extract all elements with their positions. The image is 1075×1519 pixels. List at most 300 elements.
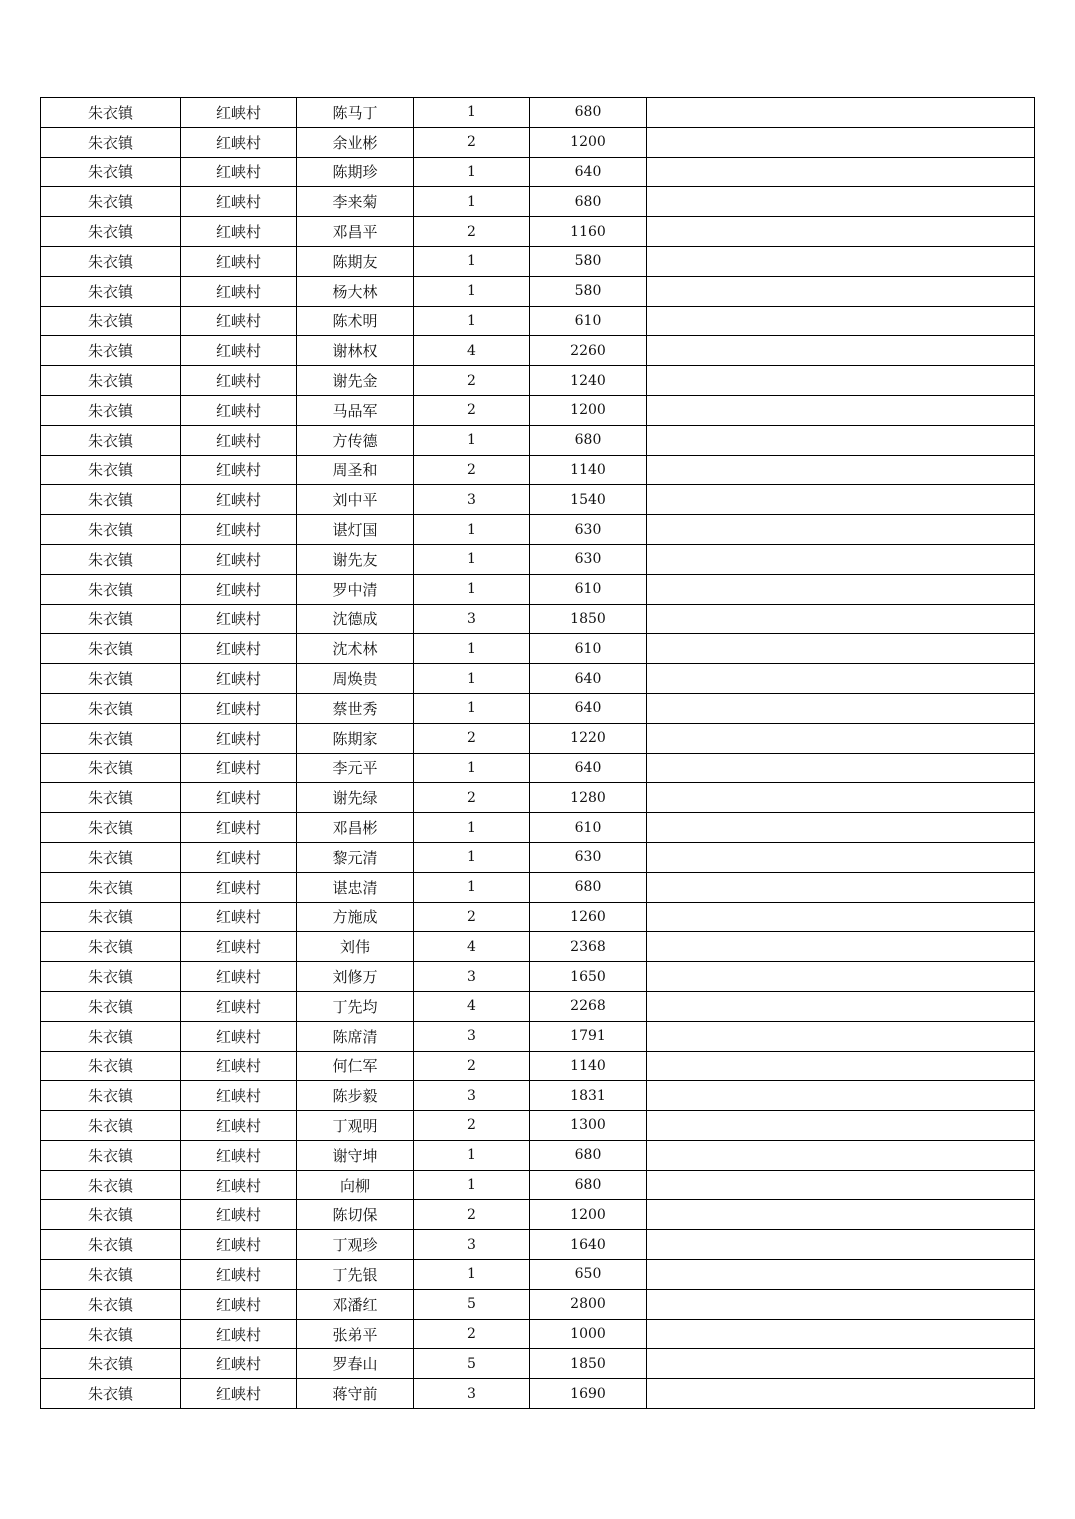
- township-cell: 朱衣镇: [41, 842, 181, 872]
- amount-cell: 1690: [530, 1379, 647, 1409]
- table-row: [41, 1230, 1035, 1260]
- remark-cell: [647, 1319, 1035, 1349]
- village-cell: 红峡村: [181, 1081, 297, 1111]
- table-row: [41, 366, 1035, 396]
- count-cell: 1: [414, 98, 530, 128]
- remark-cell: [647, 217, 1035, 247]
- remark-cell: [647, 246, 1035, 276]
- village-cell: 红峡村: [181, 306, 297, 336]
- amount-cell: 640: [530, 753, 647, 783]
- remark-cell: [647, 991, 1035, 1021]
- village-cell: 红峡村: [181, 1111, 297, 1141]
- amount-cell: 580: [530, 246, 647, 276]
- name-cell: 周圣和: [297, 455, 414, 485]
- township-cell: 朱衣镇: [41, 962, 181, 992]
- remark-cell: [647, 664, 1035, 694]
- name-cell: 丁先均: [297, 991, 414, 1021]
- amount-cell: 1160: [530, 217, 647, 247]
- remark-cell: [647, 693, 1035, 723]
- village-cell: 红峡村: [181, 1021, 297, 1051]
- remark-cell: [647, 485, 1035, 515]
- name-cell: 谌忠清: [297, 872, 414, 902]
- amount-cell: 630: [530, 515, 647, 545]
- name-cell: 谢林权: [297, 336, 414, 366]
- table-row: [41, 336, 1035, 366]
- name-cell: 丁观珍: [297, 1230, 414, 1260]
- count-cell: 1: [414, 664, 530, 694]
- remark-cell: [647, 1081, 1035, 1111]
- township-cell: 朱衣镇: [41, 1170, 181, 1200]
- remark-cell: [647, 1051, 1035, 1081]
- count-cell: 1: [414, 634, 530, 664]
- count-cell: 3: [414, 962, 530, 992]
- amount-cell: 1260: [530, 902, 647, 932]
- table-row: [41, 723, 1035, 753]
- table-row: [41, 991, 1035, 1021]
- table-row: [41, 962, 1035, 992]
- township-cell: 朱衣镇: [41, 98, 181, 128]
- count-cell: 2: [414, 217, 530, 247]
- amount-cell: 2268: [530, 991, 647, 1021]
- table-row: [41, 872, 1035, 902]
- village-cell: 红峡村: [181, 604, 297, 634]
- remark-cell: [647, 425, 1035, 455]
- count-cell: 3: [414, 1230, 530, 1260]
- name-cell: 谢守坤: [297, 1140, 414, 1170]
- amount-cell: 1850: [530, 1349, 647, 1379]
- amount-cell: 1200: [530, 127, 647, 157]
- village-cell: 红峡村: [181, 664, 297, 694]
- name-cell: 陈期珍: [297, 157, 414, 187]
- name-cell: 余业彬: [297, 127, 414, 157]
- amount-cell: 680: [530, 187, 647, 217]
- village-cell: 红峡村: [181, 902, 297, 932]
- name-cell: 刘修万: [297, 962, 414, 992]
- township-cell: 朱衣镇: [41, 127, 181, 157]
- township-cell: 朱衣镇: [41, 485, 181, 515]
- remark-cell: [647, 574, 1035, 604]
- amount-cell: 1280: [530, 783, 647, 813]
- amount-cell: 1140: [530, 455, 647, 485]
- table-row: [41, 455, 1035, 485]
- remark-cell: [647, 1021, 1035, 1051]
- amount-cell: 1791: [530, 1021, 647, 1051]
- count-cell: 2: [414, 395, 530, 425]
- name-cell: 谌灯国: [297, 515, 414, 545]
- name-cell: 何仁军: [297, 1051, 414, 1081]
- amount-cell: 680: [530, 872, 647, 902]
- remark-cell: [647, 1111, 1035, 1141]
- village-cell: 红峡村: [181, 932, 297, 962]
- village-cell: 红峡村: [181, 1379, 297, 1409]
- table-row: [41, 217, 1035, 247]
- township-cell: 朱衣镇: [41, 1200, 181, 1230]
- township-cell: 朱衣镇: [41, 1230, 181, 1260]
- table-row: [41, 604, 1035, 634]
- count-cell: 2: [414, 1051, 530, 1081]
- table-row: [41, 753, 1035, 783]
- township-cell: 朱衣镇: [41, 604, 181, 634]
- village-cell: 红峡村: [181, 813, 297, 843]
- township-cell: 朱衣镇: [41, 246, 181, 276]
- count-cell: 2: [414, 1200, 530, 1230]
- count-cell: 2: [414, 783, 530, 813]
- remark-cell: [647, 1379, 1035, 1409]
- village-cell: 红峡村: [181, 425, 297, 455]
- village-cell: 红峡村: [181, 842, 297, 872]
- name-cell: 罗中清: [297, 574, 414, 604]
- name-cell: 陈期友: [297, 246, 414, 276]
- count-cell: 1: [414, 187, 530, 217]
- amount-cell: 610: [530, 306, 647, 336]
- village-cell: 红峡村: [181, 1260, 297, 1290]
- village-cell: 红峡村: [181, 127, 297, 157]
- name-cell: 沈德成: [297, 604, 414, 634]
- table-row: [41, 187, 1035, 217]
- township-cell: 朱衣镇: [41, 1379, 181, 1409]
- amount-cell: 1650: [530, 962, 647, 992]
- count-cell: 1: [414, 753, 530, 783]
- table-row: [41, 902, 1035, 932]
- table-row: [41, 574, 1035, 604]
- count-cell: 3: [414, 1379, 530, 1409]
- village-cell: 红峡村: [181, 544, 297, 574]
- name-cell: 邓昌平: [297, 217, 414, 247]
- township-cell: 朱衣镇: [41, 366, 181, 396]
- amount-cell: 1240: [530, 366, 647, 396]
- village-cell: 红峡村: [181, 276, 297, 306]
- table-row: [41, 1081, 1035, 1111]
- table-row: [41, 932, 1035, 962]
- village-cell: 红峡村: [181, 693, 297, 723]
- remark-cell: [647, 1170, 1035, 1200]
- village-cell: 红峡村: [181, 1170, 297, 1200]
- amount-cell: 650: [530, 1260, 647, 1290]
- village-cell: 红峡村: [181, 98, 297, 128]
- township-cell: 朱衣镇: [41, 1021, 181, 1051]
- count-cell: 2: [414, 1319, 530, 1349]
- township-cell: 朱衣镇: [41, 753, 181, 783]
- remark-cell: [647, 1289, 1035, 1319]
- count-cell: 2: [414, 455, 530, 485]
- name-cell: 方传德: [297, 425, 414, 455]
- count-cell: 3: [414, 1081, 530, 1111]
- remark-cell: [647, 157, 1035, 187]
- name-cell: 陈术明: [297, 306, 414, 336]
- remark-cell: [647, 962, 1035, 992]
- township-cell: 朱衣镇: [41, 187, 181, 217]
- township-cell: 朱衣镇: [41, 1349, 181, 1379]
- name-cell: 陈马丁: [297, 98, 414, 128]
- remark-cell: [647, 276, 1035, 306]
- amount-cell: 640: [530, 157, 647, 187]
- name-cell: 陈切保: [297, 1200, 414, 1230]
- table-row: [41, 1170, 1035, 1200]
- name-cell: 向柳: [297, 1170, 414, 1200]
- remark-cell: [647, 544, 1035, 574]
- remark-cell: [647, 634, 1035, 664]
- village-cell: 红峡村: [181, 753, 297, 783]
- table-row: [41, 515, 1035, 545]
- count-cell: 5: [414, 1289, 530, 1319]
- village-cell: 红峡村: [181, 723, 297, 753]
- remark-cell: [647, 336, 1035, 366]
- table-row: [41, 127, 1035, 157]
- remark-cell: [647, 366, 1035, 396]
- amount-cell: 640: [530, 664, 647, 694]
- township-cell: 朱衣镇: [41, 1051, 181, 1081]
- table-row: [41, 1200, 1035, 1230]
- village-cell: 红峡村: [181, 1051, 297, 1081]
- name-cell: 周焕贵: [297, 664, 414, 694]
- remark-cell: [647, 395, 1035, 425]
- remark-cell: [647, 842, 1035, 872]
- village-cell: 红峡村: [181, 1200, 297, 1230]
- table-row: [41, 842, 1035, 872]
- table-row: [41, 1379, 1035, 1409]
- village-cell: 红峡村: [181, 872, 297, 902]
- count-cell: 4: [414, 336, 530, 366]
- count-cell: 1: [414, 425, 530, 455]
- table-row: [41, 1111, 1035, 1141]
- village-cell: 红峡村: [181, 515, 297, 545]
- table-row: [41, 1140, 1035, 1170]
- remark-cell: [647, 306, 1035, 336]
- name-cell: 沈术林: [297, 634, 414, 664]
- amount-cell: 1540: [530, 485, 647, 515]
- count-cell: 1: [414, 842, 530, 872]
- remark-cell: [647, 723, 1035, 753]
- name-cell: 张弟平: [297, 1319, 414, 1349]
- table-row: [41, 98, 1035, 128]
- table-row: [41, 664, 1035, 694]
- name-cell: 邓潘红: [297, 1289, 414, 1319]
- township-cell: 朱衣镇: [41, 1081, 181, 1111]
- count-cell: 1: [414, 1170, 530, 1200]
- remark-cell: [647, 515, 1035, 545]
- table-row: [41, 1319, 1035, 1349]
- count-cell: 1: [414, 276, 530, 306]
- amount-cell: 1200: [530, 395, 647, 425]
- village-cell: 红峡村: [181, 574, 297, 604]
- remark-cell: [647, 127, 1035, 157]
- township-cell: 朱衣镇: [41, 1111, 181, 1141]
- township-cell: 朱衣镇: [41, 217, 181, 247]
- village-cell: 红峡村: [181, 962, 297, 992]
- name-cell: 李来菊: [297, 187, 414, 217]
- village-cell: 红峡村: [181, 157, 297, 187]
- village-cell: 红峡村: [181, 1230, 297, 1260]
- amount-cell: 630: [530, 544, 647, 574]
- count-cell: 4: [414, 932, 530, 962]
- amount-cell: 1000: [530, 1319, 647, 1349]
- table-row: [41, 783, 1035, 813]
- village-cell: 红峡村: [181, 1319, 297, 1349]
- amount-cell: 1140: [530, 1051, 647, 1081]
- remark-cell: [647, 455, 1035, 485]
- name-cell: 丁观明: [297, 1111, 414, 1141]
- village-cell: 红峡村: [181, 1140, 297, 1170]
- village-cell: 红峡村: [181, 336, 297, 366]
- count-cell: 3: [414, 485, 530, 515]
- count-cell: 1: [414, 1260, 530, 1290]
- amount-cell: 680: [530, 425, 647, 455]
- table-row: [41, 1349, 1035, 1379]
- amount-cell: 1831: [530, 1081, 647, 1111]
- township-cell: 朱衣镇: [41, 693, 181, 723]
- amount-cell: 1640: [530, 1230, 647, 1260]
- name-cell: 黎元清: [297, 842, 414, 872]
- count-cell: 2: [414, 366, 530, 396]
- table-row: [41, 1260, 1035, 1290]
- amount-cell: 1300: [530, 1111, 647, 1141]
- data-table: [40, 97, 1035, 1409]
- township-cell: 朱衣镇: [41, 1140, 181, 1170]
- remark-cell: [647, 753, 1035, 783]
- table-row: [41, 425, 1035, 455]
- name-cell: 陈期家: [297, 723, 414, 753]
- village-cell: 红峡村: [181, 395, 297, 425]
- table-row: [41, 306, 1035, 336]
- amount-cell: 610: [530, 634, 647, 664]
- count-cell: 1: [414, 157, 530, 187]
- name-cell: 罗春山: [297, 1349, 414, 1379]
- count-cell: 2: [414, 902, 530, 932]
- table-row: [41, 1021, 1035, 1051]
- village-cell: 红峡村: [181, 366, 297, 396]
- village-cell: 红峡村: [181, 217, 297, 247]
- table-body: [41, 98, 1035, 1409]
- amount-cell: 2800: [530, 1289, 647, 1319]
- remark-cell: [647, 1230, 1035, 1260]
- name-cell: 蔡世秀: [297, 693, 414, 723]
- name-cell: 谢先友: [297, 544, 414, 574]
- count-cell: 1: [414, 872, 530, 902]
- township-cell: 朱衣镇: [41, 723, 181, 753]
- remark-cell: [647, 1140, 1035, 1170]
- township-cell: 朱衣镇: [41, 395, 181, 425]
- count-cell: 2: [414, 1111, 530, 1141]
- remark-cell: [647, 1200, 1035, 1230]
- name-cell: 邓昌彬: [297, 813, 414, 843]
- township-cell: 朱衣镇: [41, 544, 181, 574]
- village-cell: 红峡村: [181, 485, 297, 515]
- township-cell: 朱衣镇: [41, 306, 181, 336]
- name-cell: 杨大林: [297, 276, 414, 306]
- remark-cell: [647, 1260, 1035, 1290]
- name-cell: 谢先绿: [297, 783, 414, 813]
- remark-cell: [647, 98, 1035, 128]
- village-cell: 红峡村: [181, 991, 297, 1021]
- amount-cell: 680: [530, 1140, 647, 1170]
- table-row: [41, 544, 1035, 574]
- amount-cell: 1200: [530, 1200, 647, 1230]
- amount-cell: 610: [530, 574, 647, 604]
- village-cell: 红峡村: [181, 783, 297, 813]
- remark-cell: [647, 813, 1035, 843]
- count-cell: 1: [414, 246, 530, 276]
- township-cell: 朱衣镇: [41, 902, 181, 932]
- township-cell: 朱衣镇: [41, 574, 181, 604]
- township-cell: 朱衣镇: [41, 515, 181, 545]
- count-cell: 1: [414, 544, 530, 574]
- township-cell: 朱衣镇: [41, 783, 181, 813]
- township-cell: 朱衣镇: [41, 634, 181, 664]
- village-cell: 红峡村: [181, 1349, 297, 1379]
- table-row: [41, 813, 1035, 843]
- village-cell: 红峡村: [181, 187, 297, 217]
- remark-cell: [647, 187, 1035, 217]
- count-cell: 2: [414, 127, 530, 157]
- table-row: [41, 693, 1035, 723]
- count-cell: 5: [414, 1349, 530, 1379]
- name-cell: 蒋守前: [297, 1379, 414, 1409]
- township-cell: 朱衣镇: [41, 1260, 181, 1290]
- count-cell: 3: [414, 604, 530, 634]
- count-cell: 1: [414, 813, 530, 843]
- township-cell: 朱衣镇: [41, 1319, 181, 1349]
- amount-cell: 1220: [530, 723, 647, 753]
- township-cell: 朱衣镇: [41, 336, 181, 366]
- name-cell: 刘伟: [297, 932, 414, 962]
- table-row: [41, 246, 1035, 276]
- name-cell: 丁先银: [297, 1260, 414, 1290]
- name-cell: 刘中平: [297, 485, 414, 515]
- count-cell: 3: [414, 1021, 530, 1051]
- township-cell: 朱衣镇: [41, 455, 181, 485]
- table-row: [41, 1051, 1035, 1081]
- remark-cell: [647, 902, 1035, 932]
- name-cell: 马品军: [297, 395, 414, 425]
- count-cell: 1: [414, 574, 530, 604]
- name-cell: 方施成: [297, 902, 414, 932]
- count-cell: 2: [414, 723, 530, 753]
- table-row: [41, 395, 1035, 425]
- table-row: [41, 276, 1035, 306]
- township-cell: 朱衣镇: [41, 157, 181, 187]
- township-cell: 朱衣镇: [41, 276, 181, 306]
- village-cell: 红峡村: [181, 634, 297, 664]
- amount-cell: 680: [530, 98, 647, 128]
- count-cell: 4: [414, 991, 530, 1021]
- township-cell: 朱衣镇: [41, 813, 181, 843]
- amount-cell: 680: [530, 1170, 647, 1200]
- township-cell: 朱衣镇: [41, 1289, 181, 1319]
- township-cell: 朱衣镇: [41, 425, 181, 455]
- remark-cell: [647, 872, 1035, 902]
- table-row: [41, 634, 1035, 664]
- table-row: [41, 485, 1035, 515]
- name-cell: 谢先金: [297, 366, 414, 396]
- remark-cell: [647, 783, 1035, 813]
- remark-cell: [647, 604, 1035, 634]
- amount-cell: 630: [530, 842, 647, 872]
- amount-cell: 2368: [530, 932, 647, 962]
- amount-cell: 580: [530, 276, 647, 306]
- name-cell: 李元平: [297, 753, 414, 783]
- township-cell: 朱衣镇: [41, 872, 181, 902]
- village-cell: 红峡村: [181, 455, 297, 485]
- village-cell: 红峡村: [181, 246, 297, 276]
- table-row: [41, 1289, 1035, 1319]
- count-cell: 1: [414, 693, 530, 723]
- township-cell: 朱衣镇: [41, 991, 181, 1021]
- name-cell: 陈步毅: [297, 1081, 414, 1111]
- count-cell: 1: [414, 306, 530, 336]
- count-cell: 1: [414, 1140, 530, 1170]
- amount-cell: 610: [530, 813, 647, 843]
- remark-cell: [647, 1349, 1035, 1379]
